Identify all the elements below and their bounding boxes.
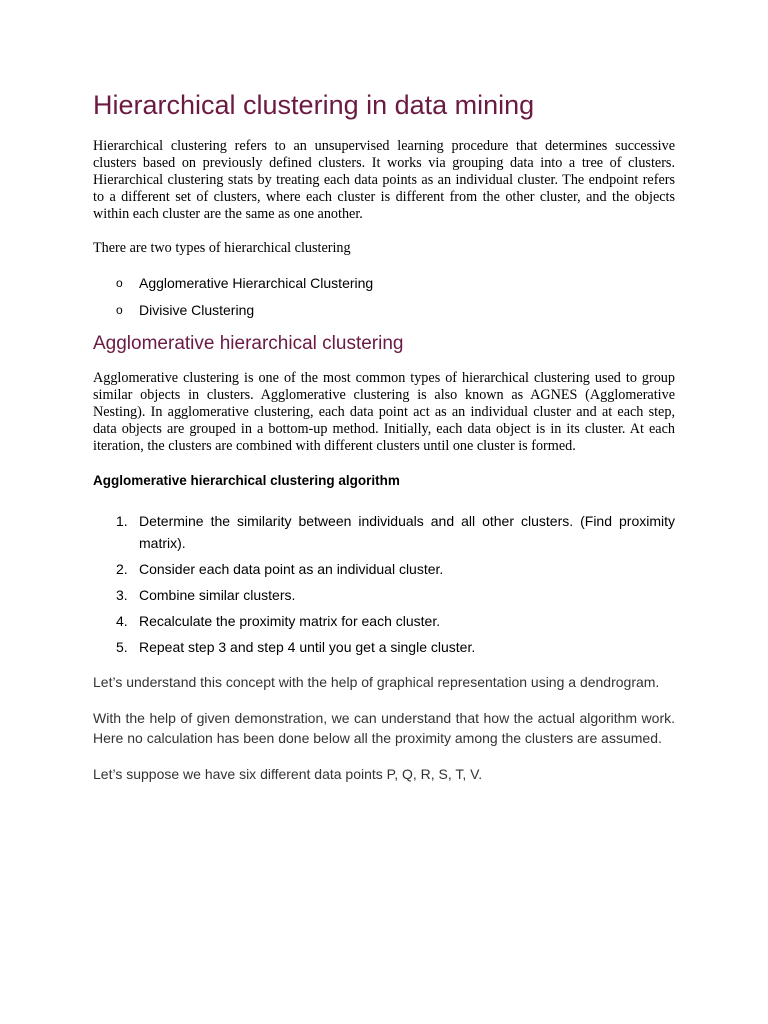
list-item [93, 584, 675, 606]
algorithm-steps-list [93, 510, 675, 658]
step-number: 5. [116, 639, 128, 655]
list-item [93, 636, 675, 658]
list-item [93, 558, 675, 580]
step-number: 2. [116, 561, 128, 577]
bullet-marker: o [116, 303, 123, 317]
data-points-paragraph: Let’s suppose we have six different data points P, Q, R, S, T, V. [93, 766, 483, 782]
list-item [93, 510, 675, 554]
intro-paragraph: Hierarchical clustering refers to an unsupervised learning procedure that determines successive clusters based on previously defined clusters. It works via grouping data into a tree of clusters. Hierarchical clustering stats by treating each data points as an individual cluster. The endpoint refers to a different set of clusters, where each cluster is different from the other cluster, and the objects within each cluster are the same as one another. [93, 138, 675, 222]
list-item-label: Divisive Clustering [139, 302, 255, 318]
step-text: Recalculate the proximity matrix for each cluster. [139, 613, 441, 629]
section-heading: Agglomerative hierarchical clustering [93, 333, 404, 354]
step-text: Repeat step 3 and step 4 until you get a single cluster. [139, 639, 476, 655]
step-number: 4. [116, 613, 128, 629]
step-text: Consider each data point as an individual cluster. [139, 561, 444, 577]
step-number: 3. [116, 587, 128, 603]
algorithm-heading: Agglomerative hierarchical clustering algorithm [93, 473, 400, 488]
step-text: Combine similar clusters. [139, 587, 296, 603]
dendrogram-paragraph: Let’s understand this concept with the help of graphical representation using a dendrogram. [93, 674, 660, 690]
types-intro: There are two types of hierarchical clustering [93, 240, 351, 256]
list-item [93, 610, 675, 632]
list-item [93, 300, 675, 327]
step-number: 1. [116, 513, 128, 529]
bullet-marker: o [116, 276, 123, 290]
list-item [93, 273, 675, 300]
demonstration-paragraph: With the help of given demonstration, we can understand that how the actual algorithm work. Here no calculation has been done below all the proximity among the clusters are assumed. [93, 710, 675, 746]
list-item-label: Agglomerative Hierarchical Clustering [139, 275, 374, 291]
document-page [93, 88, 675, 784]
page-title: Hierarchical clustering in data mining [93, 90, 535, 120]
step-text: Determine the similarity between individuals and all other clusters. (Find proximity matrix). [139, 513, 675, 551]
section-paragraph: Agglomerative clustering is one of the most common types of hierarchical clustering used to group similar objects in clusters. Agglomerative clustering is also known as AGNES (Agglomerative Nesting). In agglomerative clustering, each data point act as an individual cluster and at each step, data objects are grouped in a bottom-up method. Initially, each data object is in its cluster. At each iteration, the clusters are combined with different clusters until one cluster is formed. [93, 370, 675, 454]
types-list [93, 273, 675, 327]
